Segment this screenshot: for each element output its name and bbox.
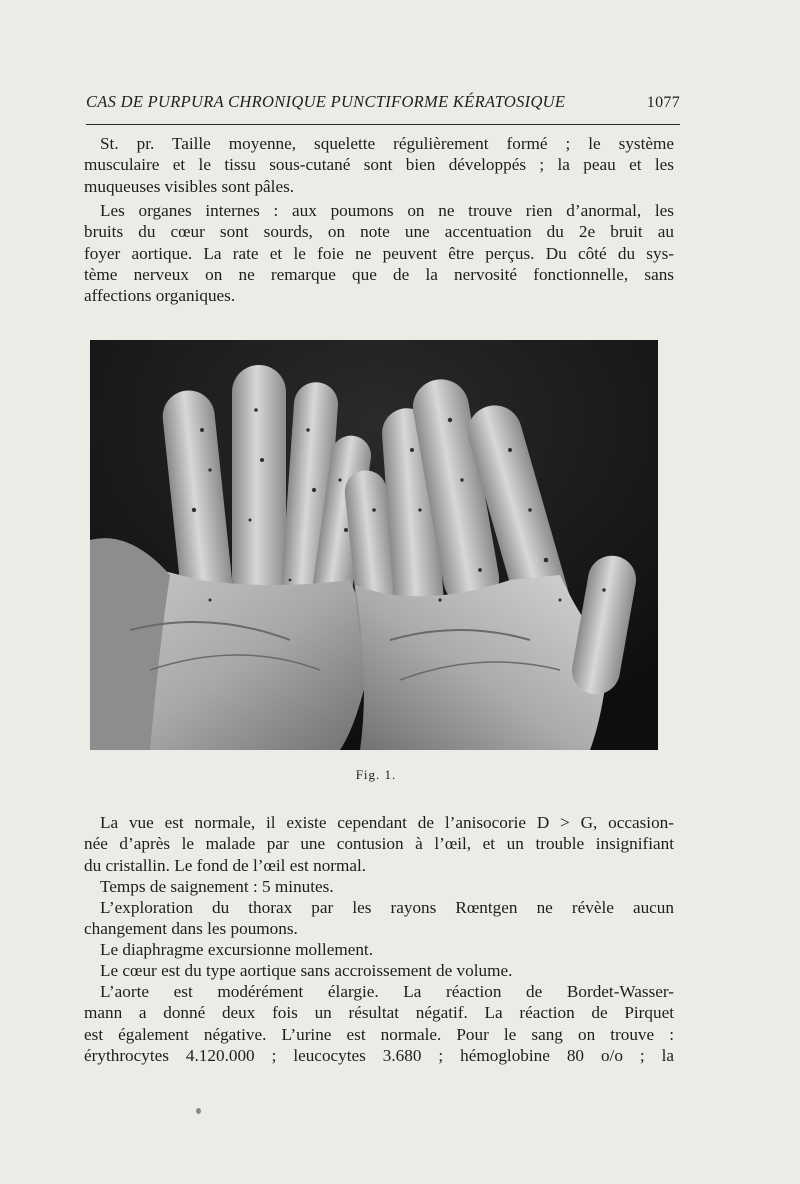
text-line: L’aorte est modérément élargie. La réaction de Bordet-Wasser- [100,982,674,1001]
paragraph-7 [84,960,674,981]
text-line: née d’après le malade par une contusion à l’œil, et un trouble insignifiant [84,834,674,854]
text-line: La vue est normale, il existe cependant de l’anisocorie D > G, occasion- [100,813,674,832]
text-line: mann a donné deux fois un résultat négatif. La réaction de Pirquet [84,1003,674,1023]
paragraph-1 [84,133,674,197]
text-line: musculaire et le tissu sous-cutané sont bien développés ; la peau et les [84,155,674,175]
text-line: Le diaphragme excursionne mollement. [100,940,373,959]
text-line: St. pr. Taille moyenne, squelette régulièrement formé ; le système [100,134,674,153]
text-line: est également négative. L’urine est normale. Pour le sang on trouve : [84,1024,674,1044]
figure-caption-text: Fig. 1. [355,767,397,782]
page-number: 1077 [646,94,680,111]
text-line: érythrocytes 4.120.000 ; leucocytes 3.680 ; hémoglobine 80 o/o ; la [84,1045,674,1065]
text-line: foyer aortique. La rate et le foie ne peuvent être perçus. Du côté du sys- [84,243,674,263]
figure-hands-photograph [90,340,658,750]
paragraph-3 [84,812,674,876]
paper-speck [196,1108,201,1114]
paragraph-8 [84,981,674,1066]
running-head [86,92,680,112]
paragraph-2 [84,200,674,306]
text-line: tème nerveux on ne remarque que de la nervosité fonctionnelle, sans [84,264,674,284]
header-rule [86,124,680,125]
running-title: CAS DE PURPURA CHRONIQUE PUNCTIFORME KÉRATOSIQUE [86,92,566,111]
paragraph-5 [84,897,674,940]
text-line: muqueuses visibles sont pâles. [84,176,295,196]
text-line: changement dans les poumons. [84,919,298,939]
text-line: affections organiques. [84,286,236,306]
text-line: du cristallin. Le fond de l’œil est normal. [84,855,367,875]
hands-photo-illustration [90,340,658,750]
text-line: Temps de saignement : 5 minutes. [100,877,334,896]
figure-caption [0,767,800,783]
text-line: L’exploration du thorax par les rayons Rœntgen ne révèle aucun [100,898,674,917]
text-line: Les organes internes : aux poumons on ne trouve rien d’anormal, les [100,201,674,220]
paragraph-6 [84,939,674,960]
paragraph-4 [84,876,674,897]
text-line: Le cœur est du type aortique sans accroissement de volume. [100,961,513,980]
text-line: bruits du cœur sont sourds, on note une accentuation du 2e bruit au [84,222,674,242]
